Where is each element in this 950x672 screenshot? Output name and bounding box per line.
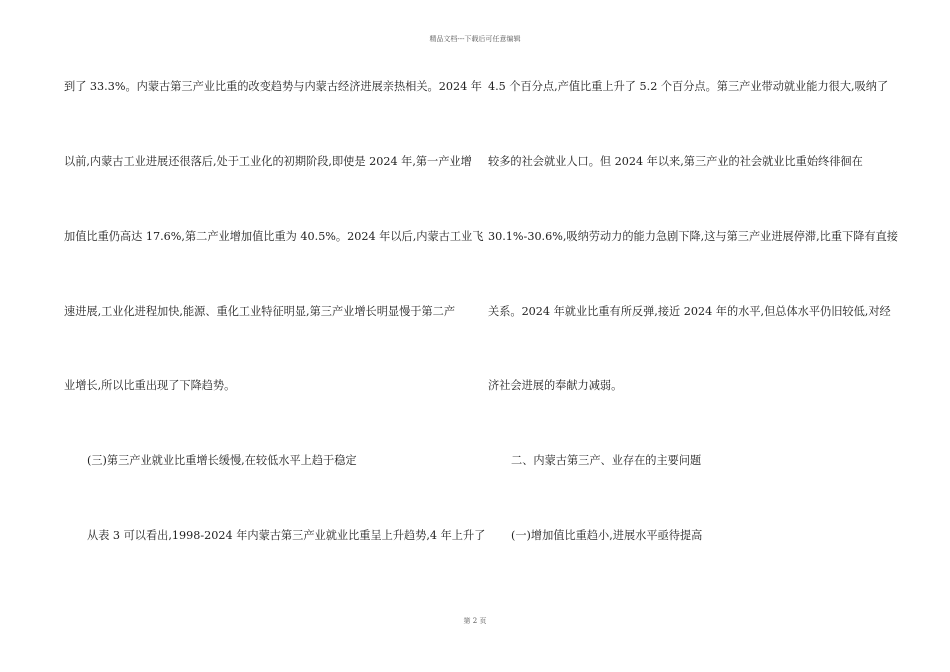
body-text-line: 加值比重仍高达 17.6%,第二产业增加值比重为 40.5%。2024 年以后,内蒙古工业飞 (64, 230, 484, 243)
body-text-line: 业增长,所以比重出现了下降趋势。 (64, 379, 236, 392)
section-heading: 二、内蒙古第三产、业存在的主要问题 (511, 454, 702, 467)
subsection-heading: (一)增加值比重趋小,进展水平亟待提高 (511, 529, 703, 542)
body-text-line: 较多的社会就业人口。但 2024 年以来,第三产业的社会就业比重始终徘徊在 (488, 155, 863, 168)
body-text-line: 4.5 个百分点,产值比重上升了 5.2 个百分点。第三产业带动就业能力很大,吸纳了 (488, 80, 889, 93)
section-heading: (三)第三产业就业比重增长缓慢,在较低水平上趋于稳定 (87, 454, 357, 467)
body-text-line: 从表 3 可以看出,1998-2024 年内蒙古第三产业就业比重呈上升趋势,4 年上升了 (87, 529, 486, 542)
body-text-line: 济社会进展的奉献力减弱。 (488, 379, 623, 392)
page-number: 第 2 页 (463, 617, 487, 625)
body-text-line: 30.1%-30.6%,吸纳劳动力的能力急剧下降,这与第三产业进展停滞,比重下降有直接 (488, 230, 898, 243)
page-header: 精品文档---下载后可任意编辑 (429, 35, 521, 43)
body-text-line: 速进展,工业化进程加快,能源、重化工业特征明显,第三产业增长明显慢于第二产 (64, 305, 456, 318)
body-text-line: 关系。2024 年就业比重有所反弹,接近 2024 年的水平,但总体水平仍旧较低,对经 (488, 305, 891, 318)
body-text-line: 以前,内蒙古工业进展还很落后,处于工业化的初期阶段,即使是 2024 年,第一产业增 (64, 155, 472, 168)
body-text-line: 到了 33.3%。内蒙古第三产业比重的改变趋势与内蒙古经济进展亲热相关。2024 年 (64, 80, 482, 93)
